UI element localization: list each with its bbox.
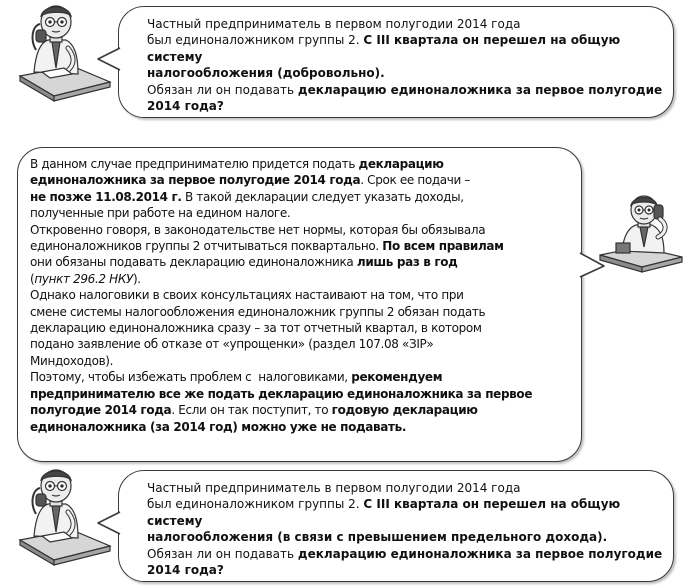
text-line (30, 254, 573, 270)
text-line (147, 480, 663, 496)
italic-text: пункт 296.2 НКУ (34, 271, 133, 286)
text-line (30, 238, 573, 254)
bold-text: рекомендуем (351, 370, 443, 385)
text-line (30, 205, 573, 221)
text-run: Частный предприниматель в первом полугодии 2014 года (147, 481, 521, 495)
answer-text (30, 156, 573, 435)
text-line (30, 287, 573, 303)
answering-man-icon (596, 195, 684, 275)
bold-text: По всем правилам (382, 239, 504, 254)
bold-text: 2014 года? (147, 563, 224, 578)
text-run: они обязаны подавать декларацию единоналожника (30, 255, 357, 270)
text-run: единоналожников группы 2 отчитываться поквартально. (30, 239, 383, 254)
bold-text: декларацию единоналожника за первое полугодие (297, 82, 663, 97)
text-line (147, 82, 663, 98)
text-line (30, 419, 573, 435)
text-run: ). (132, 271, 141, 286)
text-line (147, 546, 663, 562)
text-run: был единоналожником группы 2. (147, 33, 364, 48)
text-line (30, 386, 573, 402)
bold-text: декларацию (358, 157, 444, 171)
text-run: . Срок ее подачи – (360, 173, 471, 188)
answer-bubble (17, 147, 582, 462)
text-line (30, 402, 573, 418)
bold-text: С III квартала он перешел на общую систему (147, 497, 621, 528)
text-line (30, 271, 573, 287)
text-run: был единоналожником группы 2. (147, 497, 364, 512)
text-line (147, 32, 663, 65)
bold-text: годовую декларацию (331, 403, 478, 418)
text-line (30, 336, 573, 352)
text-line (147, 562, 663, 578)
text-run: В данном случае предпринимателю придется подать (30, 157, 359, 171)
bold-text: не позже 11.08.2014 г. (30, 189, 182, 204)
text-line (30, 320, 573, 336)
text-run: В такой декларации следует указать доходы, (181, 189, 464, 204)
bubble-tail (579, 252, 605, 280)
text-line (147, 65, 663, 81)
text-run: Однако налоговики в своих консультациях настаивают на том, что при (30, 288, 464, 303)
text-run: Обязан ли он подавать (147, 546, 298, 561)
bold-text: полугодие 2014 года (30, 403, 172, 418)
text-run: Откровенно говоря, в законодательстве нет нормы, которая бы обязывала (30, 222, 486, 237)
text-line (147, 98, 663, 114)
text-line (30, 189, 573, 205)
question-bubble-1 (118, 6, 674, 118)
text-line (30, 353, 573, 369)
text-line (30, 369, 573, 385)
bold-text: С III квартала он перешел на общую систему (147, 33, 621, 64)
text-run: Обязан ли он подавать (147, 82, 298, 97)
text-run: ( (30, 271, 35, 286)
bold-text: предпринимателю все же подать декларацию единоналожника за первое (30, 386, 533, 401)
bold-text: налогообложения (добровольно). (147, 66, 385, 81)
text-run: подано заявление об отказе от «упрощенки» (раздел 107.08 «ЗІР» (30, 337, 434, 352)
text-run: декларацию единоналожника сразу – за тот отчетный квартал, в котором (30, 321, 482, 336)
text-run: . Если он так поступит, то (171, 403, 332, 418)
text-line (147, 16, 663, 32)
question-bubble-2 (118, 470, 674, 582)
bold-text: лишь раз в год (356, 255, 458, 270)
text-line (147, 529, 663, 545)
text-line (147, 496, 663, 529)
text-run: Поэтому, чтобы избежать проблем с налоговиками, (30, 370, 352, 385)
text-run: смене системы налогообложения единоналожник группы 2 обязан подать (30, 304, 486, 319)
bold-text: декларацию единоналожника за первое полугодие (297, 546, 663, 561)
question-text (147, 480, 663, 578)
text-run: Частный предприниматель в первом полугодии 2014 года (147, 17, 521, 31)
text-line (30, 156, 573, 172)
text-run: полученные при работе на едином налоге. (30, 206, 291, 221)
bold-text: единоналожника за первое полугодие 2014 года (30, 173, 361, 188)
text-line (30, 304, 573, 320)
question-text (147, 16, 663, 114)
text-run: Миндоходов). (30, 353, 114, 368)
bold-text: единоналожника (за 2014 год) можно уже не подавать. (30, 419, 407, 434)
bubble-tail (97, 511, 121, 537)
text-line (30, 222, 573, 238)
bubble-tail (97, 47, 121, 73)
bold-text: 2014 года? (147, 99, 224, 114)
text-line (30, 172, 573, 188)
bold-text: налогообложения (в связи с превышением предельного дохода). (147, 530, 608, 545)
